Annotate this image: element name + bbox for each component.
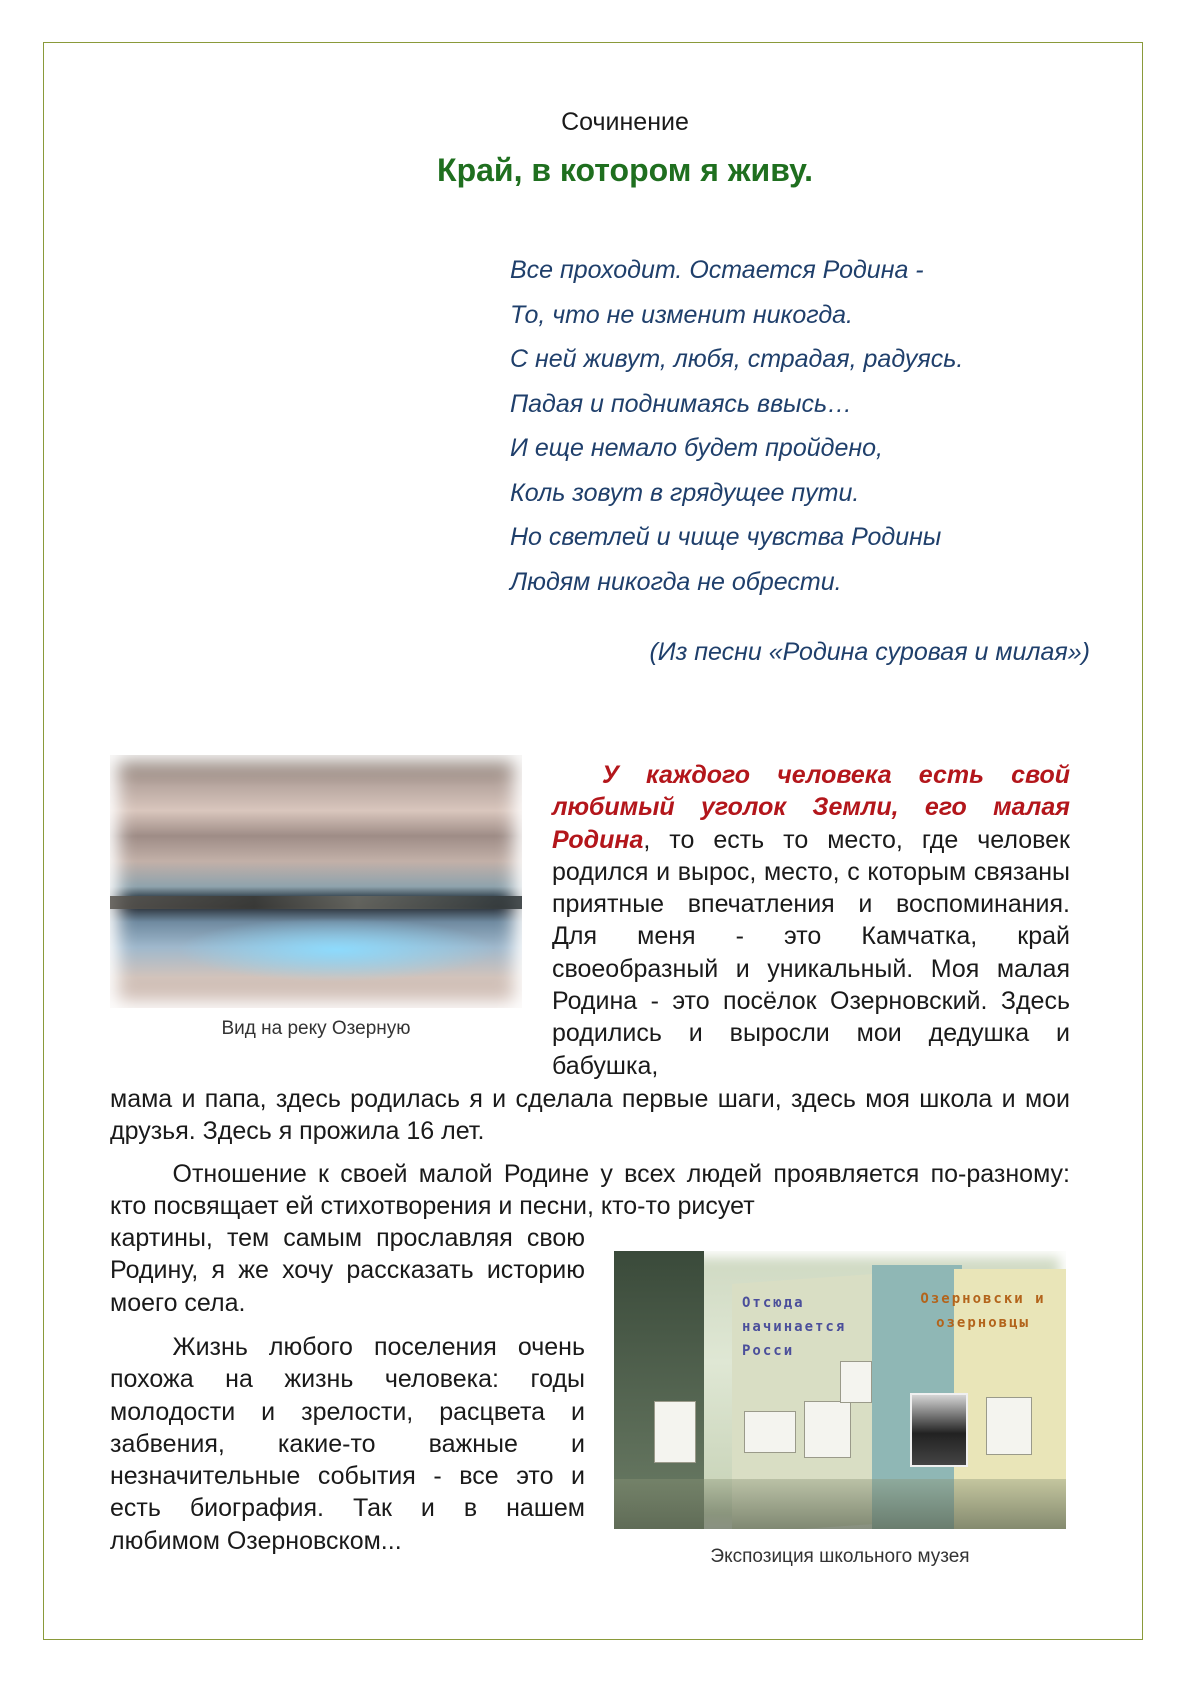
paragraph-text: , то есть то место, где человек родился и вырос, место, с которым связаны приятные впечатления и воспоминания. Для меня - это Камчатка, край своеобразный и уникальный. Моя малая Родина - это посёлок Озерновский. Здесь родились и выросли мои дедушка и бабушка,: [552, 825, 1070, 1080]
epigraph-poem: [510, 248, 1070, 604]
paragraph-text: Отношение к своей малой Родине у всех людей проявляется по-разному: кто посвящает ей стихотворения и песни, кто-то рисует: [110, 1160, 1070, 1221]
river-photo-caption: Вид на реку Озерную: [221, 1018, 411, 1039]
museum-sign-left: Отсюда начинается Росси: [742, 1295, 847, 1359]
essay-paragraph-2-continued: картины, тем самым прославляя свою Родину, я же хочу рассказать историю моего села.: [110, 1224, 585, 1317]
river-shore: [110, 896, 522, 909]
museum-photo-caption: Экспозиция школьного музея: [710, 1546, 970, 1567]
poem-line: Падая и поднимаясь ввысь…: [510, 389, 853, 418]
exhibit-sheet: [744, 1411, 796, 1453]
essay-paragraph-2: [110, 1158, 1070, 1223]
essay-paragraph-1: [552, 759, 1070, 1082]
highlighted-phrase: У каждого человека есть свой любимый уголок Земли, его малая Родина: [552, 761, 1070, 854]
exhibit-sheet: [840, 1361, 872, 1403]
museum-floor: [614, 1479, 1066, 1529]
museum-sign-right: Озерновски и озерновцы: [920, 1291, 1046, 1331]
poem-line: Все проходит. Остается Родина -: [510, 256, 924, 284]
poem-line: И еще немало будет пройдено,: [510, 434, 883, 462]
museum-photo: [614, 1251, 1066, 1529]
poem-line: Но светлей и чище чувства Родины: [510, 523, 942, 551]
poem-line: С ней живут, любя, страдая, радуясь.: [510, 345, 964, 373]
river-photo: [110, 755, 522, 1008]
document-type: Сочинение: [561, 108, 689, 136]
poem-line: Коль зовут в грядущее пути.: [510, 478, 860, 507]
exhibit-sheet: [804, 1401, 851, 1458]
exhibit-sheet: [986, 1397, 1032, 1455]
essay-paragraph-1-continued: мама и папа, здесь родилась я и сделала первые шаги, здесь моя школа и мои друзья. Здесь я прожила 16 лет.: [110, 1085, 1070, 1146]
essay-paragraph-3: [110, 1331, 585, 1557]
page-title: Край, в котором я живу.: [437, 152, 813, 188]
exhibit-sheet: [654, 1401, 696, 1463]
epigraph-source: (Из песни «Родина суровая и милая»): [649, 638, 1090, 666]
poem-line: Людям никогда не обрести.: [510, 567, 842, 596]
portrait-photo: [910, 1393, 968, 1467]
paragraph-text: Жизнь любого поселения очень похожа на жизнь человека: годы молодости и зрелости, расцвета и забвения, какие-то важные и незначительные события - все это и есть биография. Так и в нашем любимом Озерновском...: [110, 1333, 585, 1555]
poem-line: То, что не изменит никогда.: [510, 300, 853, 329]
